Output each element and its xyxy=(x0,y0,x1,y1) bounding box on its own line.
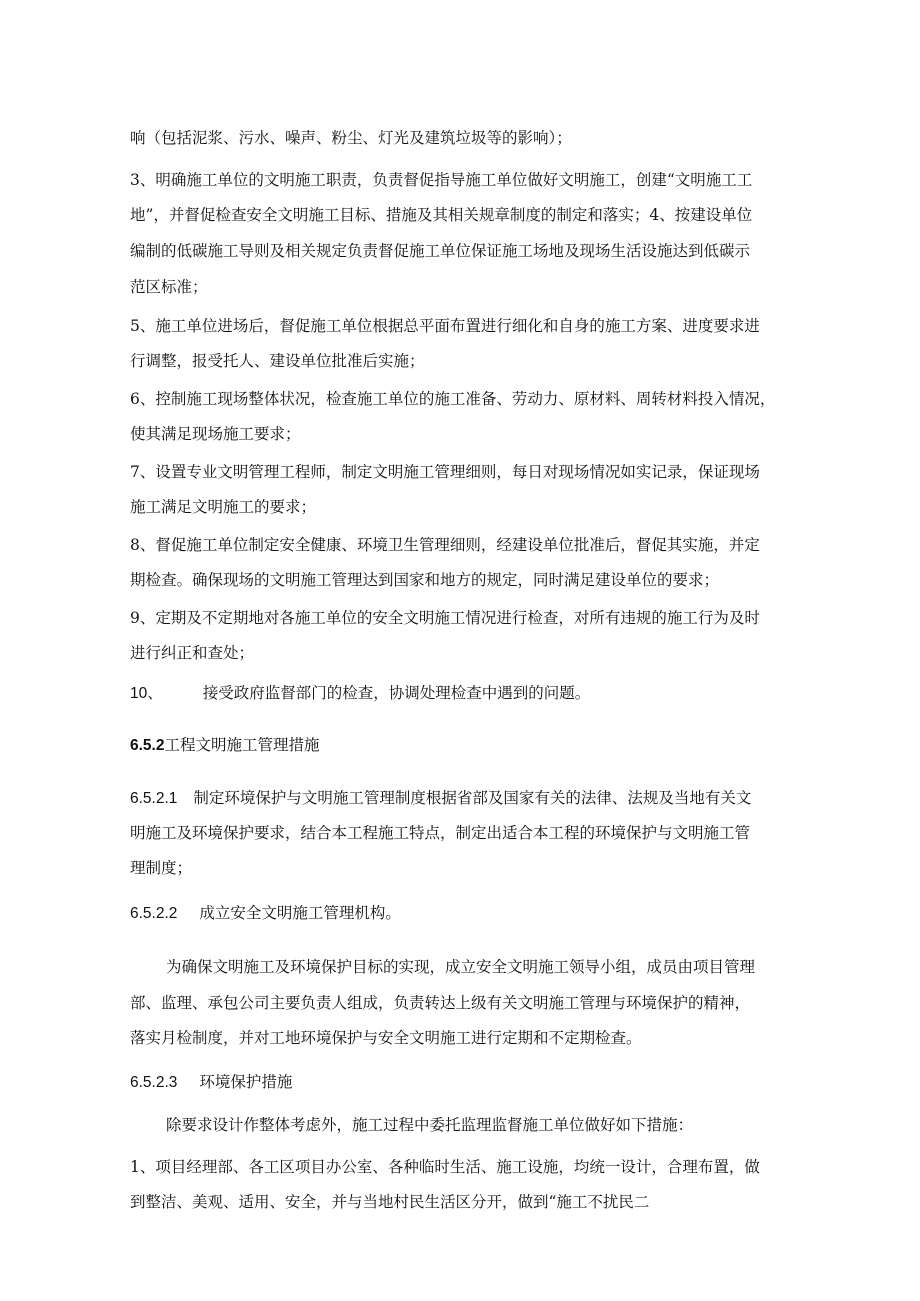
text-line: 6、控制施工现场整体状况，检查施工单位的施工准备、劳动力、原材料、周转材料投入情况， xyxy=(130,390,776,408)
text-line: 编制的低碳施工导则及相关规定负责督促施工单位保证施工场地及现场生活设施达到低碳示 xyxy=(130,242,751,260)
subsection-number: 6.5.2.2 xyxy=(130,905,178,922)
section-number: 6.5.2 xyxy=(130,737,165,754)
text-line: 9、定期及不定期地对各施工单位的安全文明施工情况进行检查，对所有违规的施工行为及时 xyxy=(130,609,760,627)
text-line: 8、督促施工单位制定安全健康、环境卫生管理细则，经建设单位批准后，督促其实施，并定 xyxy=(130,536,760,554)
text-line: 施工满足文明施工的要求； xyxy=(130,498,317,516)
subsection-6522 xyxy=(130,903,810,924)
text-line: 行调整，报受托人、建设单位批准后实施； xyxy=(130,352,425,370)
text-line: 3、明确施工单位的文明施工职责，负责督促指导施工单位做好文明施工，创建“文明施工工 xyxy=(130,171,753,189)
subsection-title: 环境保护措施 xyxy=(199,1073,293,1091)
list-item-10 xyxy=(130,683,810,704)
text-line: 使其满足现场施工要求； xyxy=(130,425,301,443)
text-line: 落实月检制度，并对工地环境保护与安全文明施工进行定期和不定期检查。 xyxy=(130,1029,642,1047)
text-line: 1、项目经理部、各工区项目办公室、各种临时生活、施工设施，均统一设计，合理布置，做 xyxy=(130,1158,760,1176)
subsection-6521 xyxy=(130,788,810,809)
text-line: 明施工及环境保护要求，结合本工程施工特点，制定出适合本工程的环境保护与文明施工管 xyxy=(130,824,751,842)
section-title: 工程文明施工管理措施 xyxy=(164,736,320,754)
text-line: 到整洁、美观、适用、安全，并与当地村民生活区分开，做到“施工不扰民二 xyxy=(130,1193,650,1211)
text-line: 理制度； xyxy=(130,859,193,877)
subsection-number: 6.5.2.1 xyxy=(130,790,178,807)
subsection-number: 6.5.2.3 xyxy=(130,1074,178,1091)
text-line: 期检查。确保现场的文明施工管理达到国家和地方的规定，同时满足建设单位的要求； xyxy=(130,571,720,589)
section-heading xyxy=(130,735,810,756)
text-line: 5、施工单位进场后，督促施工单位根据总平面布置进行细化和自身的施工方案、进度要求进 xyxy=(130,317,760,335)
text-line: 为确保文明施工及环境保护目标的实现，成立安全文明施工领导小组，成员由项目管理 xyxy=(166,958,756,976)
text-line: 地”，并督促检查安全文明施工目标、措施及其相关规章制度的制定和落实；4、按建设单位 xyxy=(130,206,753,224)
text-line: 响（包括泥浆、污水、噪声、粉尘、灯光及建筑垃圾等的影响）； xyxy=(130,129,572,147)
subsection-6523 xyxy=(130,1072,810,1093)
text-line: 部、监理、承包公司主要负责人组成，负责转达上级有关文明施工管理与环境保护的精神， xyxy=(130,994,751,1012)
text-line: 范区标准； xyxy=(130,278,208,296)
subsection-title: 成立安全文明施工管理机构。 xyxy=(199,904,401,922)
text-line: 7、设置专业文明管理工程师，制定文明施工管理细则，每日对现场情况如实记录，保证现场 xyxy=(130,463,760,481)
item-text: 接受政府监督部门的检查，协调处理检查中遇到的问题。 xyxy=(202,684,591,702)
text-line: 除要求设计作整体考虑外，施工过程中委托监理监督施工单位做好如下措施： xyxy=(166,1116,694,1134)
text-line: 制定环境保护与文明施工管理制度根据省部及国家有关的法律、法规及当地有关文 xyxy=(193,789,752,807)
text-line: 进行纠正和查处； xyxy=(130,644,255,662)
item-number: 10、 xyxy=(130,685,163,702)
